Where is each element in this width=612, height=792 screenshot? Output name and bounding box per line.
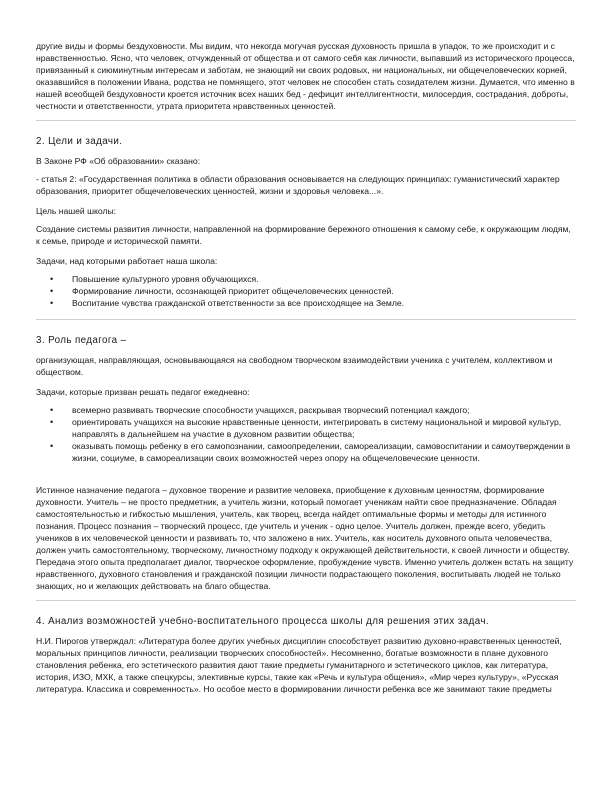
goal-text: Создание системы развития личности, направленной на формирование бережного отношения к самому себе, к окружающим людям, к семье, природе и исторической памяти. bbox=[36, 224, 571, 246]
list-item: • Повышение культурного уровня обучающихся. bbox=[72, 273, 576, 285]
pirogov-paragraph: Н.И. Пирогов утверждал: «Литература более других учебных дисциплин способствует развитию духовно-нравственных ценностей, моральных принципов личности, реализации творческих способностей». Несомненно, богатые возможности в плане духовного становления ребенка, его эстетического развития дают такие предметы гуманитарного и эстетического циклов, как литература, история, ИЗО, МХК, а также спецкурсы, элективные курсы, такие как «Речь и культура общения», «Мир через культуру», «Русская литература. Классика и современность». Но особое место в формировании личности ребенка все же занимают такие предметы bbox=[36, 636, 562, 694]
school-tasks-list bbox=[36, 273, 576, 309]
section-divider bbox=[36, 600, 576, 601]
section-divider bbox=[36, 319, 576, 320]
list-item: • Формирование личности, осознающей приоритет общечеловеческих ценностей. bbox=[72, 285, 576, 297]
section2-heading: 2. Цели и задачи. bbox=[36, 136, 123, 147]
law-quote: - статья 2: «Государственная политика в области образования основывается на следующих принципах: гуманистический характер образования, приоритет общечеловеческих ценностей, жизни и здоровья человека...». bbox=[36, 174, 560, 196]
teacher-tasks-label: Задачи, которые призван решать педагог ежедневно: bbox=[36, 387, 250, 397]
list-item: • всемерно развивать творческие способности учащихся, раскрывая творческий потенциал каждого; bbox=[72, 404, 576, 416]
list-item: • оказывать помощь ребенку в его самопознании, самоопределении, самореализации, самовоспитании и самоутверждении в жизни, социуме, в самореализации своих возможностей через опору на общечеловеческие ценности. bbox=[72, 440, 576, 464]
section4-heading: 4. Анализ возможностей учебно-воспитательного процесса школы для решения этих задач. bbox=[36, 616, 489, 627]
teacher-role-definition: организующая, направляющая, основывающаяся на свободном творческом взаимодействии ученика с учителем, коллективом и обществом. bbox=[36, 355, 553, 377]
section-divider bbox=[36, 120, 576, 121]
section3-heading: 3. Роль педагога – bbox=[36, 335, 127, 346]
list-item: • Воспитание чувства гражданской ответственности за все происходящее на Земле. bbox=[72, 297, 576, 309]
teacher-purpose-paragraph: Истинное назначение педагога – духовное творение и развитие человека, приобщение к духовным ценностям, формирование духовности. Учитель – не просто предметник, а учитель жизни, который помогает ученикам найти свое предназначение. Обладая самостоятельностью и гибкостью мышления, учитель, как творец, всегда найдет оптимальные формы и методы для истинного познания. Процесс познания – творческий процесс, где учитель и ученик - одно целое. Учитель должен, прежде всего, убедить учеников в их человеческой ценности и развивать то, что заложено в них. Учитель, как носитель духовного опыта человечества, должен учить самостоятельному, творческому, личностному подходу к окружающей действительности, к своей личности и обществу. Передача этого опыта предполагает диалог, творческое оформление, пробуждение чувств. Именно учитель должен встать на защиту нравственного, духовного становления и гражданской позиции личности подрастающего поколения, воспитывать людей не только знающих, но и желающих действовать на благо общества. bbox=[36, 485, 574, 591]
law-intro: В Законе РФ «Об образовании» сказано: bbox=[36, 156, 201, 166]
intro-paragraph: другие виды и формы бездуховности. Мы видим, что некогда могучая русская духовность пришла в упадок, то же происходит и с нравственностью. Ясно, что человек, отчужденный от общества и от самого себя как личности, выпавший из исторического процесса, привязанный к сиюминутным интересам и заботам, не знающий ни своих родовых, ни национальных, ни общечеловеческих корней, оказавшийся в положении Ивана, родства не помнящего, этот человек не способен стать созидателем жизни. Думается, что именно в нашей всеобщей бездуховности кроется источник всех наших бед - дефицит интеллигентности, милосердия, сострадания, доброты, честности и ответственности, утрата приоритета нравственных ценностей. bbox=[36, 41, 575, 111]
list-item: • ориентировать учащихся на высокие нравственные ценности, интегрировать в систему национальной и мировой культур, направлять в дальнейшем на участие в духовном развитии общества; bbox=[72, 416, 576, 440]
school-tasks-label: Задачи, над которыми работает наша школа: bbox=[36, 256, 218, 266]
teacher-tasks-list bbox=[36, 404, 576, 464]
goal-label: Цель нашей школы: bbox=[36, 206, 117, 216]
